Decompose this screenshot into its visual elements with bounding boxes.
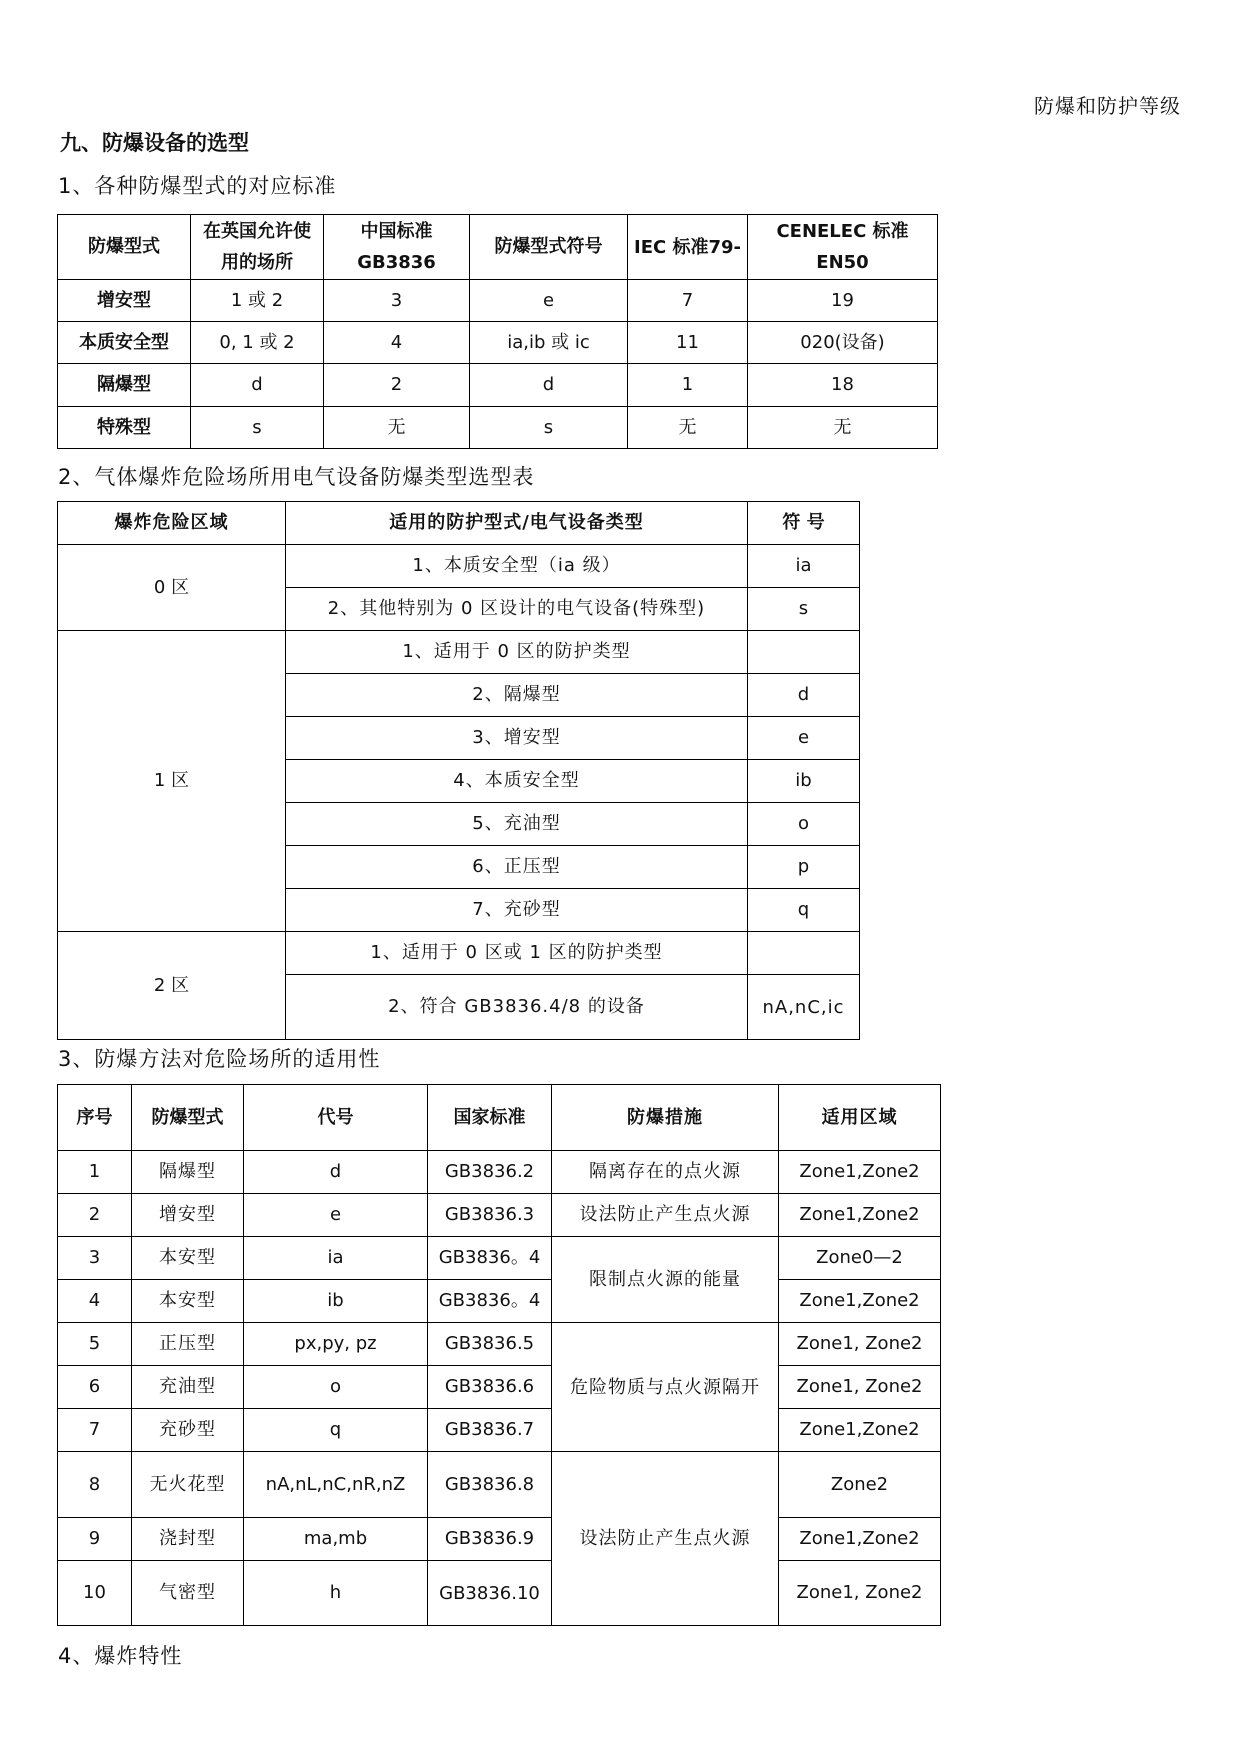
table-cell: 6	[58, 1366, 132, 1409]
table-cell: 气密型	[132, 1561, 244, 1626]
table-cell: 隔爆型	[58, 364, 191, 407]
table-header-row	[58, 502, 860, 545]
table-cell: Zone1, Zone2	[779, 1561, 941, 1626]
table-cell: 增安型	[58, 280, 191, 322]
table-cell: e	[244, 1194, 428, 1237]
table-cell: 危险物质与点火源隔开	[552, 1323, 779, 1452]
table-cell: p	[748, 846, 860, 889]
table-row	[58, 1280, 941, 1323]
table-cell: Zone2	[779, 1452, 941, 1518]
table-cell: 2、其他特别为 0 区设计的电气设备(特殊型)	[286, 588, 748, 631]
table-cell: Zone1,Zone2	[779, 1518, 941, 1561]
table-cell: Zone1, Zone2	[779, 1323, 941, 1366]
table-cell: 6、正压型	[286, 846, 748, 889]
column-header: 在英国允许使用的场所	[191, 215, 324, 280]
table-cell: 增安型	[132, 1194, 244, 1237]
table-cell: GB3836.2	[428, 1151, 552, 1194]
table-cell: 3	[324, 280, 470, 322]
standards-table	[57, 214, 938, 449]
table-cell: 正压型	[132, 1323, 244, 1366]
table-cell: Zone1,Zone2	[779, 1280, 941, 1323]
table-cell: 浇封型	[132, 1518, 244, 1561]
table-row	[58, 1518, 941, 1561]
table-cell: 5	[58, 1323, 132, 1366]
table-cell: GB3836.6	[428, 1366, 552, 1409]
table-cell: ib	[244, 1280, 428, 1323]
table-cell: d	[244, 1151, 428, 1194]
table-cell: 充砂型	[132, 1409, 244, 1452]
column-header: 代号	[244, 1085, 428, 1151]
table-cell: 7	[628, 280, 748, 322]
column-header: 防爆型式	[58, 215, 191, 280]
table-cell: 1	[58, 1151, 132, 1194]
table-cell: 设法防止产生点火源	[552, 1194, 779, 1237]
table-cell: 18	[748, 364, 938, 407]
table-cell: 设法防止产生点火源	[552, 1452, 779, 1626]
table-cell: GB3836.8	[428, 1452, 552, 1518]
table-cell: 2	[324, 364, 470, 407]
table-cell: 1、适用于 0 区或 1 区的防护类型	[286, 932, 748, 975]
table-cell: 无	[324, 407, 470, 449]
table-cell: 隔离存在的点火源	[552, 1151, 779, 1194]
table-cell: q	[244, 1409, 428, 1452]
table-cell: 1、本质安全型（ia 级）	[286, 545, 748, 588]
column-header: 防爆措施	[552, 1085, 779, 1151]
table-cell: ia,ib 或 ic	[470, 322, 628, 364]
table-cell: 3	[58, 1237, 132, 1280]
table-cell: 无	[628, 407, 748, 449]
table-row	[58, 1151, 941, 1194]
table-cell: 充油型	[132, 1366, 244, 1409]
column-header: 防爆型式符号	[470, 215, 628, 280]
zone-label: 1 区	[58, 631, 286, 932]
table-cell: s	[470, 407, 628, 449]
table-cell: ia	[748, 545, 860, 588]
table-cell: GB3836。4	[428, 1280, 552, 1323]
table-cell: s	[191, 407, 324, 449]
table-cell: 本质安全型	[58, 322, 191, 364]
table-cell: 隔爆型	[132, 1151, 244, 1194]
table1-caption: 1、各种防爆型式的对应标准	[58, 174, 337, 198]
section4-caption: 4、爆炸特性	[58, 1644, 183, 1668]
table-cell: 10	[58, 1561, 132, 1626]
table-cell: 2	[58, 1194, 132, 1237]
table-cell: px,py, pz	[244, 1323, 428, 1366]
table-cell: Zone1,Zone2	[779, 1409, 941, 1452]
table-row	[58, 631, 860, 674]
table-cell: ia	[244, 1237, 428, 1280]
table-cell: Zone1, Zone2	[779, 1366, 941, 1409]
column-header: 适用区域	[779, 1085, 941, 1151]
table-cell: 1 或 2	[191, 280, 324, 322]
table-cell: Zone0—2	[779, 1237, 941, 1280]
table-cell: e	[470, 280, 628, 322]
table-cell: 0, 1 或 2	[191, 322, 324, 364]
table-cell: 7、充砂型	[286, 889, 748, 932]
table-row	[58, 1452, 941, 1518]
table-cell: 无火花型	[132, 1452, 244, 1518]
table-cell: GB3836。4	[428, 1237, 552, 1280]
table-row	[58, 932, 860, 975]
zone-label: 2 区	[58, 932, 286, 1040]
table-cell: 3、增安型	[286, 717, 748, 760]
column-header: 符 号	[748, 502, 860, 545]
table-row	[58, 1561, 941, 1626]
column-header: 适用的防护型式/电气设备类型	[286, 502, 748, 545]
table-cell: 5、充油型	[286, 803, 748, 846]
table2-caption: 2、气体爆炸危险场所用电气设备防爆类型选型表	[58, 465, 535, 489]
table-cell: 2、隔爆型	[286, 674, 748, 717]
table-cell: 4	[324, 322, 470, 364]
column-header: 爆炸危险区域	[58, 502, 286, 545]
table-cell: GB3836.10	[428, 1561, 552, 1626]
table-row	[58, 407, 938, 449]
table-cell: h	[244, 1561, 428, 1626]
table-cell: 7	[58, 1409, 132, 1452]
column-header: 国家标准	[428, 1085, 552, 1151]
table-cell: d	[748, 674, 860, 717]
table-cell: 4	[58, 1280, 132, 1323]
table-cell: e	[748, 717, 860, 760]
column-header: 防爆型式	[132, 1085, 244, 1151]
table-cell: 11	[628, 322, 748, 364]
table-cell: 无	[748, 407, 938, 449]
table-header-row	[58, 1085, 941, 1151]
table-row	[58, 1323, 941, 1366]
table-row	[58, 1194, 941, 1237]
table-row	[58, 545, 860, 588]
zone-label: 0 区	[58, 545, 286, 631]
method-applicability-table	[57, 1084, 941, 1626]
table-cell: nA,nC,ic	[748, 975, 860, 1040]
table-cell	[748, 631, 860, 674]
table-cell: s	[748, 588, 860, 631]
table-cell: 1	[628, 364, 748, 407]
table-row	[58, 280, 938, 322]
table-cell	[748, 932, 860, 975]
table-cell: q	[748, 889, 860, 932]
table-cell: o	[244, 1366, 428, 1409]
table-cell: GB3836.9	[428, 1518, 552, 1561]
table-cell: Zone1,Zone2	[779, 1151, 941, 1194]
table-cell: 2、符合 GB3836.4/8 的设备	[286, 975, 748, 1040]
table-cell: d	[191, 364, 324, 407]
table-cell: 8	[58, 1452, 132, 1518]
table-cell: 特殊型	[58, 407, 191, 449]
table-cell: 020(设备)	[748, 322, 938, 364]
column-header: CENELEC 标准EN50	[748, 215, 938, 280]
table3-caption: 3、防爆方法对危险场所的适用性	[58, 1047, 381, 1071]
table-cell: ma,mb	[244, 1518, 428, 1561]
table-header-row	[58, 215, 938, 280]
table-cell: d	[470, 364, 628, 407]
column-header: 中国标准GB3836	[324, 215, 470, 280]
page-header: 防爆和防护等级	[1034, 94, 1181, 118]
column-header: IEC 标准79-	[628, 215, 748, 280]
table-cell: GB3836.7	[428, 1409, 552, 1452]
table-cell: 9	[58, 1518, 132, 1561]
table-cell: 限制点火源的能量	[552, 1237, 779, 1323]
table-cell: 本安型	[132, 1237, 244, 1280]
table-cell: 19	[748, 280, 938, 322]
table-row	[58, 1409, 941, 1452]
table-row	[58, 322, 938, 364]
table-cell: 1、适用于 0 区的防护类型	[286, 631, 748, 674]
table-cell: GB3836.3	[428, 1194, 552, 1237]
table-cell: Zone1,Zone2	[779, 1194, 941, 1237]
section-title: 九、防爆设备的选型	[60, 131, 249, 155]
table-row	[58, 364, 938, 407]
table-cell: nA,nL,nC,nR,nZ	[244, 1452, 428, 1518]
table-row	[58, 1237, 941, 1280]
table-cell: GB3836.5	[428, 1323, 552, 1366]
table-cell: o	[748, 803, 860, 846]
zone-selection-table	[57, 501, 860, 1040]
table-cell: 本安型	[132, 1280, 244, 1323]
table-cell: ib	[748, 760, 860, 803]
column-header: 序号	[58, 1085, 132, 1151]
table-row	[58, 1366, 941, 1409]
table-cell: 4、本质安全型	[286, 760, 748, 803]
